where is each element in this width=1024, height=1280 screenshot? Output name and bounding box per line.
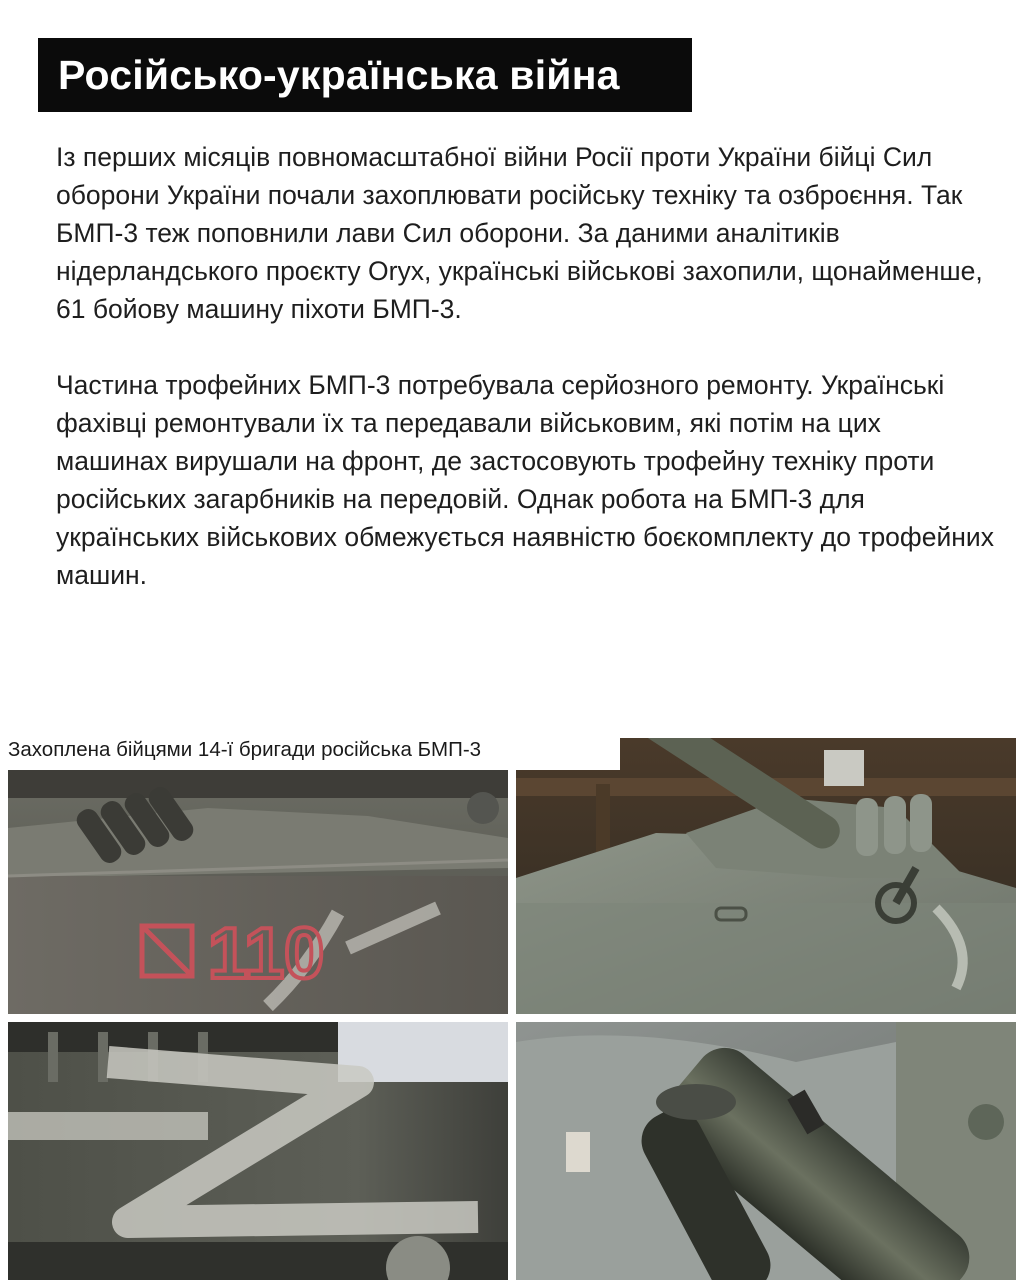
bmp3-photo-barrels	[516, 1022, 1016, 1280]
bmp3-photo-z-marking	[8, 1022, 508, 1280]
page-title: Російсько-українська війна	[58, 51, 620, 98]
gallery-caption: Захоплена бійцями 14-ї бригади російська БМП-3	[0, 730, 620, 770]
bmp3-side-image	[8, 768, 508, 1014]
article-paragraph-1: Із перших місяців повномасштабної війни Росії проти України бійці Сил оборони України почали захоплювати російську техніку та озброєння. Так БМП-3 теж поповнили лави Сил оборони. За даними аналітиків нідерландського проєкту Oryx, українські військові захопили, щонайменше, 61 бойову машину піхоти БМП-3.	[56, 142, 983, 324]
article-body	[56, 138, 996, 632]
title-banner	[38, 38, 692, 112]
bmp3-photo-turret	[516, 738, 1016, 1014]
bmp3-photo-side-marking	[8, 768, 508, 1014]
article-paragraph-2: Частина трофейних БМП-3 потребувала серйозного ремонту. Українські фахівці ремонтували їх та передавали військовим, які потім на цих машинах вирушали на фронт, де застосовують трофейну техніку проти російських загарбників на передовій. Однак робота на БМП-3 для українських військових обмежується наявністю боєкомплекту до трофейних машин.	[56, 370, 994, 590]
bmp3-turret-image	[516, 738, 1016, 1014]
photo-gallery	[0, 730, 1024, 1280]
vehicle-marking-110: 110	[208, 914, 325, 994]
bmp3-z-marking-image	[8, 1022, 508, 1280]
bmp3-barrels-image	[516, 1022, 1016, 1280]
